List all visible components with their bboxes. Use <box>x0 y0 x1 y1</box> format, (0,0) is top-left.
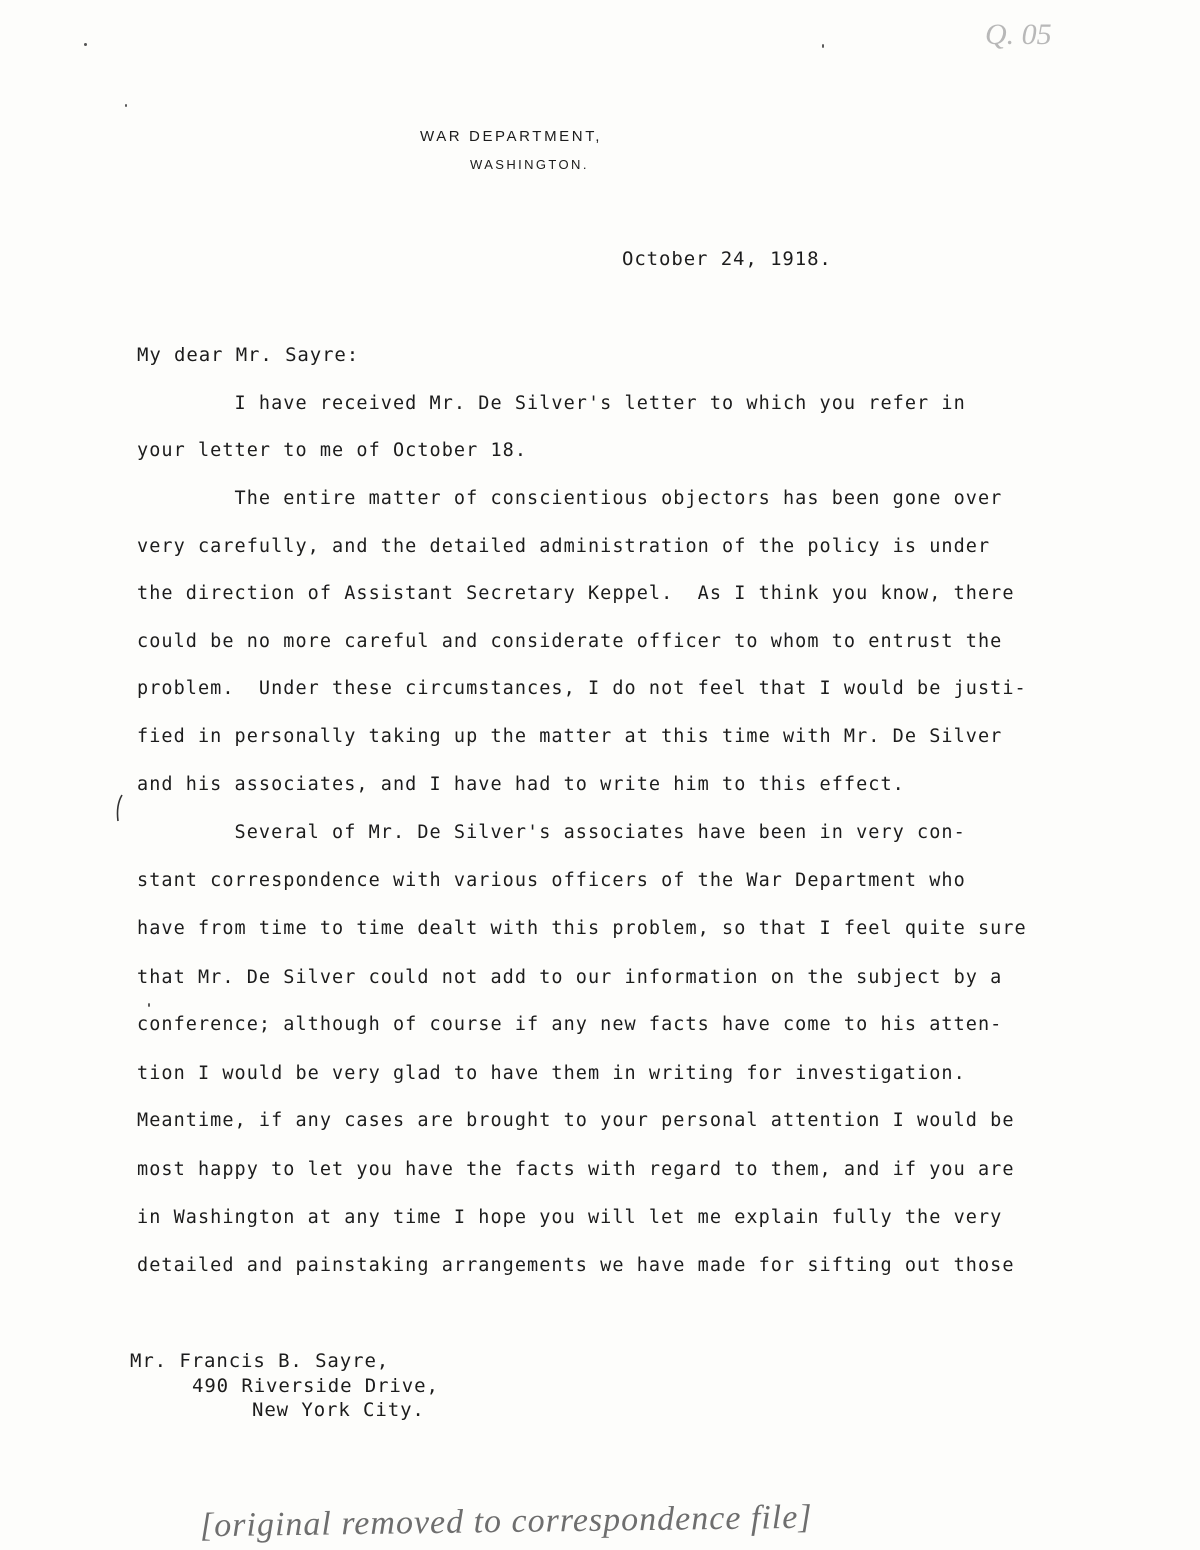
handwritten-note: [original removed to correspondence file] <box>199 1498 813 1545</box>
body-line: stant correspondence with various officers of the War Department who <box>137 870 966 891</box>
body-line: very carefully, and the detailed administration of the policy is under <box>137 536 991 557</box>
body-line: The entire matter of conscientious objectors has been gone over <box>137 488 1003 509</box>
paper-speck <box>125 104 127 107</box>
body-line: and his associates, and I have had to write him to this effect. <box>137 774 905 795</box>
archive-mark: Q. 05 <box>985 18 1052 51</box>
body-line: tion I would be very glad to have them in writing for investigation. <box>137 1063 966 1084</box>
body-line: could be no more careful and considerate officer to whom to entrust the <box>137 631 1003 652</box>
body-line: in Washington at any time I hope you will let me explain fully the very <box>137 1207 1003 1228</box>
body-line: fied in personally taking up the matter at this time with Mr. De Silver <box>137 726 1003 747</box>
letter-date: October 24, 1918. <box>622 248 832 270</box>
salutation: My dear Mr. Sayre: <box>137 344 360 366</box>
body-line: that Mr. De Silver could not add to our information on the subject by a <box>137 967 1003 988</box>
body-line: your letter to me of October 18. <box>137 440 528 461</box>
letterhead-department: WAR DEPARTMENT, <box>420 128 603 145</box>
letterhead-city: WASHINGTON. <box>470 157 589 172</box>
margin-pencil-mark <box>114 793 124 823</box>
body-line: conference; although of course if any new facts have come to his atten- <box>137 1014 1003 1035</box>
body-line: detailed and painstaking arrangements we have made for sifting out those <box>137 1255 1015 1276</box>
body-line: problem. Under these circumstances, I do not feel that I would be justi- <box>137 678 1027 699</box>
recipient-street: 490 Riverside Drive, <box>192 1375 439 1397</box>
paper-speck <box>148 1003 150 1007</box>
body-line: the direction of Assistant Secretary Keppel. As I think you know, there <box>137 583 1015 604</box>
body-line: Meantime, if any cases are brought to your personal attention I would be <box>137 1110 1015 1131</box>
body-line: I have received Mr. De Silver's letter to which you refer in <box>137 393 966 414</box>
body-line: have from time to time dealt with this problem, so that I feel quite sure <box>137 918 1027 939</box>
paper-speck <box>84 43 87 46</box>
recipient-city: New York City. <box>252 1399 425 1421</box>
recipient-name: Mr. Francis B. Sayre, <box>130 1350 390 1372</box>
body-line: Several of Mr. De Silver's associates have been in very con- <box>137 822 966 843</box>
paper-speck <box>822 44 824 48</box>
body-line: most happy to let you have the facts with regard to them, and if you are <box>137 1159 1015 1180</box>
